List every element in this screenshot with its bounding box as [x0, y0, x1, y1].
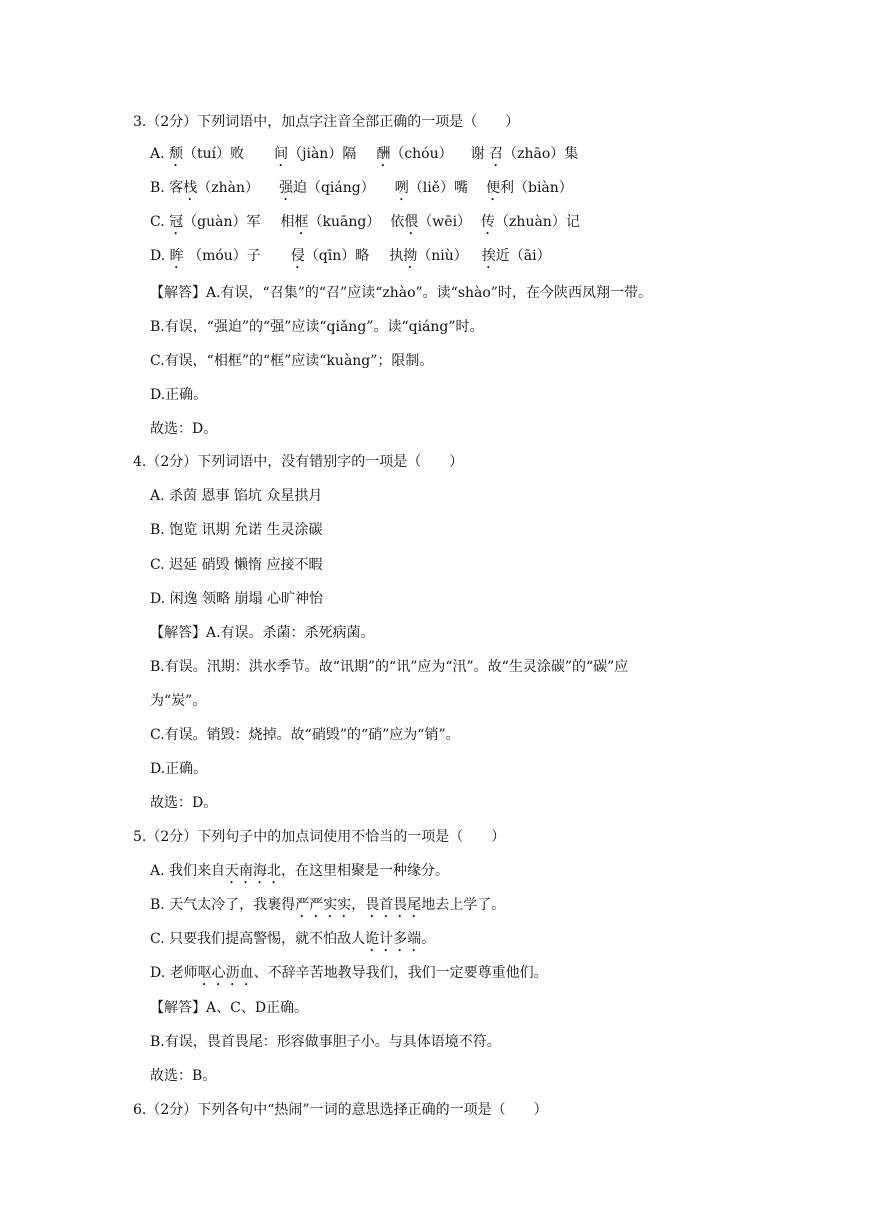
q3-option-c: C. 冠（guàn）军 相框（kuāng） 依偎（wēi） 传（zhuàn）记	[150, 214, 580, 230]
q3-answer-line: C.有误，“相框”的“框”应读“kuàng”；限制。	[150, 353, 434, 369]
q4-stem: 4.（2分）下列词语中，没有错别字的一项是（ ）	[133, 454, 464, 470]
q4-answer-line: 为“炭”。	[150, 693, 207, 709]
q5-stem: 5.（2分）下列句子中的加点词使用不恰当的一项是（ ）	[133, 829, 506, 845]
q4-option-a: A. 杀茵 恩事 馅坑 众星拱月	[150, 488, 323, 504]
q3-stem: 3.（2分）下列词语中，加点字注音全部正确的一项是（ ）	[133, 114, 520, 130]
q4-answer-line: D.正确。	[150, 761, 208, 777]
q4-answer-line: C.有误。销毁：烧掉。故“硝毁”的“硝”应为“销”。	[150, 727, 460, 743]
q3-answer-line: 故选：D。	[150, 421, 218, 437]
q4-option-c: C. 迟延 硝毁 懒惰 应接不暇	[150, 557, 323, 573]
q5-answer-line: 【解答】A、C、D正确。	[150, 1000, 309, 1016]
q4-answer-line: 【解答】A.有误。杀菌：杀死病菌。	[150, 625, 375, 641]
q5-option-d: D. 老师呕心沥血、不辞辛苦地教导我们，我们一定要尊重他们。	[150, 965, 548, 981]
q4-answer-line: B.有误。汛期：洪水季节。故“讯期”的“讯”应为“汛”。故“生灵涂碳”的“碳”应	[150, 659, 629, 675]
q3-answer-line: D.正确。	[150, 387, 208, 403]
q4-option-b: B. 饱览 讯期 允诺 生灵涂碳	[150, 522, 323, 538]
q3-answer-line: B.有误，“强迫”的“强”应读“qiǎng”。读“qiáng”时。	[150, 319, 484, 335]
q5-option-b: B. 天气太冷了，我裹得严严实实，畏首畏尾地去上学了。	[150, 897, 506, 913]
q4-answer-line: 故选：D。	[150, 795, 218, 811]
q6-stem: 6.（2分）下列各句中“热闹”一词的意思选择正确的一项是（ ）	[133, 1102, 548, 1118]
q5-option-c: C. 只要我们提高警惕，就不怕敌人诡计多端。	[150, 931, 436, 947]
q3-answer-line: 【解答】A.有误，“召集”的“召”应读“zhào”。读“shào”时，在今陕西凤翔一带。	[150, 285, 652, 301]
q5-option-a: A. 我们来自天南海北，在这里相聚是一种缘分。	[150, 863, 450, 879]
q5-answer-line: 故选：B。	[150, 1068, 217, 1084]
q3-option-a: A. 颓（tuí）败 间（jiàn）隔 酬（chóu） 谢 召（zhāo）集	[150, 146, 579, 162]
q4-option-d: D. 闲逸 领略 崩塌 心旷神怡	[150, 591, 323, 607]
q3-option-d: D. 眸 （móu）子 侵（qīn）略 执拗（niù） 挨近（āi）	[150, 248, 551, 264]
q5-answer-line: B.有误，畏首畏尾：形容做事胆子小。与具体语境不符。	[150, 1034, 501, 1050]
q3-option-b: B. 客栈（zhàn） 强迫（qiáng） 咧（liě）嘴 便利（biàn）	[150, 180, 573, 196]
